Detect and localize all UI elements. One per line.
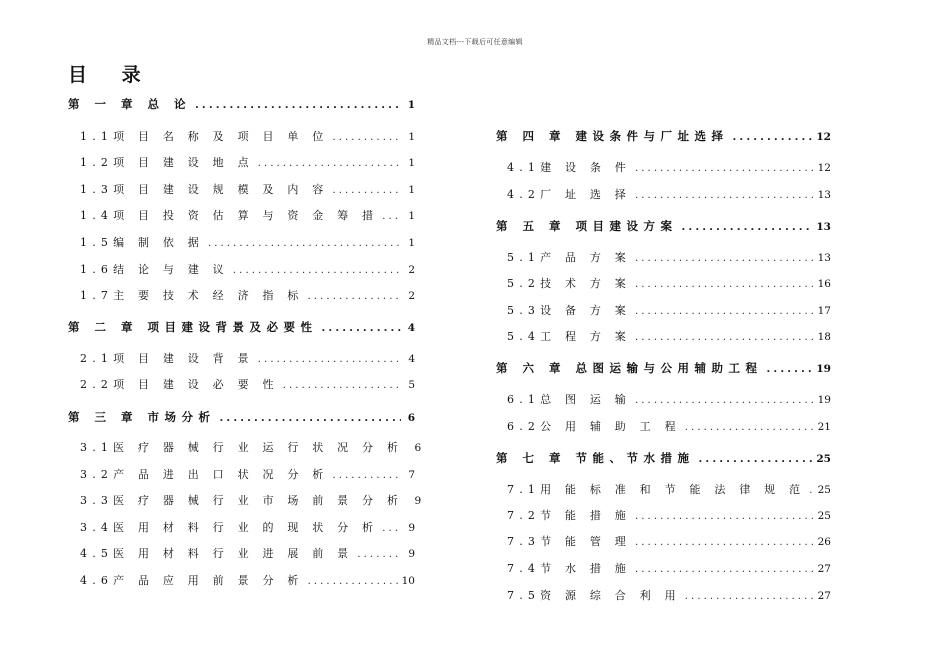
toc-page-number: 7 — [408, 469, 415, 481]
toc-leader-dots — [332, 470, 401, 481]
toc-section-entry — [80, 572, 415, 588]
toc-section-entry — [507, 533, 831, 549]
toc-page-number: 27 — [817, 563, 831, 575]
toc-page-number: 12 — [816, 131, 831, 143]
toc-leader-dots — [635, 279, 814, 290]
toc-entry-label: 第 三 章 市场分析 — [68, 410, 216, 424]
toc-leader-dots — [809, 485, 813, 496]
toc-leader-dots — [635, 564, 814, 575]
toc-entry-label: 3.4医 用 材 料 行 业 的 现 状 分 析 — [80, 521, 379, 534]
toc-leader-dots — [635, 511, 814, 522]
toc-page-number: 13 — [817, 189, 831, 201]
toc-entry-label: 6.2公 用 辅 助 工 程 — [507, 420, 681, 433]
toc-section-entry — [507, 302, 831, 318]
toc-page-number: 19 — [817, 394, 831, 406]
toc-page-number: 17 — [817, 305, 831, 317]
toc-leader-dots — [233, 265, 401, 276]
toc-chapter-entry — [68, 409, 415, 425]
toc-entry-label: 2.1项 目 建 设 背 景 — [80, 352, 254, 365]
toc-leader-dots — [699, 454, 813, 465]
toc-entry-label: 第 二 章 项目建设背景及必要性 — [68, 320, 318, 334]
toc-page-number: 25 — [817, 510, 831, 522]
toc-section-entry — [80, 234, 415, 250]
toc-entry-label: 4.1建 设 条 件 — [507, 161, 631, 174]
toc-page-number: 21 — [817, 421, 831, 433]
toc-entry-label: 1.6结 论 与 建 议 — [80, 263, 229, 276]
toc-leader-dots — [332, 185, 401, 196]
toc-entry-label: 6.1总 图 运 输 — [507, 393, 631, 406]
toc-entry-label: 第 五 章 项目建设方案 — [496, 219, 678, 233]
page-header: 精品文档---下载后可任意编辑 — [427, 38, 523, 46]
toc-leader-dots — [382, 523, 401, 534]
toc-entry-label: 7.3节 能 管 理 — [507, 535, 631, 548]
page-title: 目 录 — [68, 64, 142, 86]
toc-page-number: 13 — [816, 221, 831, 233]
toc-leader-dots — [220, 413, 401, 424]
toc-page-number: 1 — [407, 99, 415, 111]
toc-chapter-entry — [496, 360, 831, 376]
toc-section-entry — [80, 439, 422, 455]
toc-entry-label: 3.2产 品 进 出 口 状 况 分 析 — [80, 468, 329, 481]
toc-leader-dots — [682, 222, 813, 233]
toc-leader-dots — [635, 332, 814, 343]
toc-leader-dots — [332, 132, 401, 143]
toc-leader-dots — [733, 132, 813, 143]
toc-section-entry — [80, 261, 415, 277]
toc-entry-label: 5.1产 品 方 案 — [507, 251, 631, 264]
toc-page-number: 2 — [408, 290, 415, 302]
toc-entry-label: 第 一 章 总 论 — [68, 97, 192, 111]
toc-leader-dots — [635, 306, 814, 317]
toc-section-entry — [80, 128, 415, 144]
toc-leader-dots — [635, 163, 814, 174]
toc-section-entry — [507, 186, 831, 202]
toc-leader-dots — [357, 549, 401, 560]
toc-section-entry — [507, 159, 831, 175]
toc-chapter-entry — [496, 128, 831, 144]
toc-leader-dots — [382, 211, 401, 222]
toc-entry-label: 4.2厂 址 选 择 — [507, 188, 631, 201]
toc-page-number: 12 — [817, 162, 831, 174]
toc-section-entry — [80, 181, 415, 197]
toc-leader-dots — [283, 380, 401, 391]
toc-page-number: 19 — [816, 363, 831, 375]
toc-section-entry — [80, 519, 415, 535]
toc-entry-label: 5.2技 术 方 案 — [507, 277, 631, 290]
toc-section-entry — [507, 249, 831, 265]
toc-entry-label: 5.3设 备 方 案 — [507, 304, 631, 317]
toc-page-number: 1 — [408, 237, 415, 249]
toc-page-number: 5 — [408, 379, 415, 391]
toc-page-number: 4 — [407, 322, 415, 334]
toc-chapter-entry — [68, 96, 415, 112]
toc-entry-label: 7.1用 能 标 准 和 节 能 法 律 规 范 — [507, 483, 806, 496]
toc-entry-label: 3.3医 疗 器 械 行 业 市 场 前 景 分 析 — [80, 494, 404, 507]
toc-page-number: 4 — [408, 353, 415, 365]
toc-page-number: 10 — [401, 575, 415, 587]
toc-page-number: 9 — [408, 522, 415, 534]
toc-leader-dots — [308, 291, 401, 302]
toc-entry-label: 7.2节 能 措 施 — [507, 509, 631, 522]
toc-page-number: 6 — [414, 442, 422, 454]
toc-section-entry — [507, 391, 831, 407]
toc-section-entry — [507, 328, 831, 344]
toc-page-number: 6 — [407, 412, 415, 424]
toc-section-entry — [80, 492, 422, 508]
toc-page-number: 18 — [817, 331, 831, 343]
toc-leader-dots — [308, 576, 398, 587]
toc-entry-label: 4.5医 用 材 料 行 业 进 展 前 景 — [80, 547, 354, 560]
toc-leader-dots — [685, 422, 814, 433]
toc-section-entry — [507, 418, 831, 434]
toc-section-entry — [80, 350, 415, 366]
toc-page-number: 1 — [408, 210, 415, 222]
toc-section-entry — [507, 275, 831, 291]
toc-section-entry — [80, 545, 415, 561]
toc-entry-label: 4.6产 品 应 用 前 景 分 析 — [80, 574, 304, 587]
toc-leader-dots — [635, 190, 814, 201]
toc-entry-label: 1.7主 要 技 术 经 济 指 标 — [80, 289, 304, 302]
toc-chapter-entry — [496, 218, 831, 234]
toc-section-entry — [507, 507, 831, 523]
toc-section-entry — [80, 466, 415, 482]
toc-section-entry — [507, 481, 831, 497]
toc-leader-dots — [635, 253, 814, 264]
toc-entry-label: 1.1项 目 名 称 及 项 目 单 位 — [80, 130, 329, 143]
toc-entry-label: 7.4节 水 措 施 — [507, 562, 631, 575]
toc-entry-label: 1.3项 目 建 设 规 模 及 内 容 — [80, 183, 329, 196]
toc-section-entry — [507, 587, 831, 603]
toc-chapter-entry — [68, 319, 415, 335]
toc-leader-dots — [208, 238, 401, 249]
toc-page-number: 27 — [817, 590, 831, 602]
toc-entry-label: 2.2项 目 建 设 必 要 性 — [80, 378, 279, 391]
toc-page-number: 13 — [817, 252, 831, 264]
toc-section-entry — [80, 287, 415, 303]
toc-page-number: 25 — [816, 453, 831, 465]
toc-chapter-entry — [496, 450, 831, 466]
toc-page-number: 1 — [408, 131, 415, 143]
toc-leader-dots — [258, 354, 401, 365]
toc-entry-label: 7.5资 源 综 合 利 用 — [507, 589, 681, 602]
toc-entry-label: 第 六 章 总图运输与公用辅助工程 — [496, 361, 763, 375]
toc-leader-dots — [685, 591, 814, 602]
toc-entry-label: 3.1医 疗 器 械 行 业 运 行 状 况 分 析 — [80, 441, 404, 454]
toc-page-number: 1 — [408, 157, 415, 169]
toc-page-number: 26 — [817, 536, 831, 548]
toc-section-entry — [80, 207, 415, 223]
toc-section-entry — [80, 376, 415, 392]
toc-entry-label: 1.5编 制 依 据 — [80, 236, 204, 249]
toc-section-entry — [80, 154, 415, 170]
toc-entry-label: 5.4工 程 方 案 — [507, 330, 631, 343]
toc-section-entry — [507, 560, 831, 576]
toc-leader-dots — [767, 364, 813, 375]
toc-leader-dots — [322, 323, 401, 334]
toc-leader-dots — [635, 395, 814, 406]
toc-entry-label: 第 四 章 建设条件与厂址选择 — [496, 129, 729, 143]
toc-page-number: 2 — [408, 264, 415, 276]
toc-page-number: 25 — [817, 484, 831, 496]
toc-entry-label: 1.2项 目 建 设 地 点 — [80, 156, 254, 169]
toc-page-number: 16 — [817, 278, 831, 290]
toc-leader-dots — [258, 158, 401, 169]
toc-entry-label: 第 七 章 节能、节水措施 — [496, 451, 695, 465]
toc-page-number: 1 — [408, 184, 415, 196]
toc-leader-dots — [195, 100, 401, 111]
toc-page-number: 9 — [408, 548, 415, 560]
toc-entry-label: 1.4项 目 投 资 估 算 与 资 金 筹 措 — [80, 209, 379, 222]
toc-page-number: 9 — [414, 495, 422, 507]
toc-leader-dots — [635, 537, 814, 548]
